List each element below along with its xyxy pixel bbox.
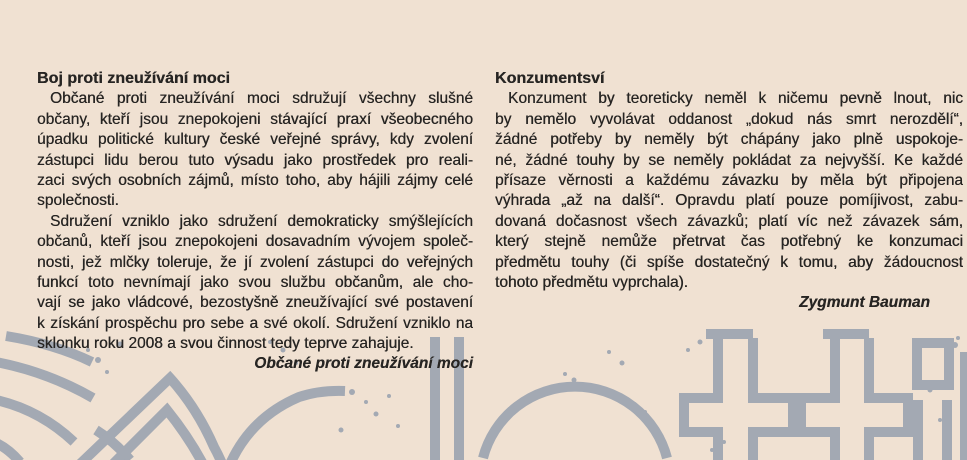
article-left-heading: Boj proti zneužívání moci [37,70,230,87]
text-line: přísaze věrnosti a každému závazku by měla být připojena [495,171,963,189]
text-line: nosti, jež mlčky toleruje, že jí zvolení zástupci do veřejných [37,253,473,271]
article-left [37,69,473,375]
text-line: funkcí toto nevnímají jako svou službu občanům, ale cho- [37,273,473,291]
watermark-letter-o [483,387,667,458]
text-line: tohoto předmětu vyprchala). [495,273,688,291]
paragraph [37,212,473,355]
paragraph [37,89,473,211]
watermark-chevron [80,378,223,460]
text-line: výhrada „až na další“. Opravdu platí pouze pomíjivost, zabu- [495,192,963,210]
text-line: zaci svých osobních zájmů, místo toho, aby hájili zájmy celé [37,171,473,189]
text-line: Sdružení vzniklo jako sdružení demokraticky smýšlejících [50,212,473,230]
article-right-signature: Zygmunt Bauman [799,294,930,312]
article-right-body [495,89,963,293]
text-line: vají se jako vládcové, bezostyšně zneužívající své postavení [37,294,473,312]
article-left-signature: Občané proti zneužívání moci [254,355,473,373]
text-line: dovaná dočasnost všech závazků; platí víc než závazek sám, [495,212,963,230]
article-right [495,69,963,314]
text-line: úpadku politické kultury české veřejné správy, kdy zvolení [37,131,473,149]
text-line: který stejně nemůže přetrvat čas potřebný ke konzumaci [495,233,963,251]
text-line: občany, kteří jsou znepokojeni stávající praxí všeobecného [37,110,473,128]
text-line: Občané proti zneužívání moci sdružují všechny slušné [50,90,473,108]
text-line: sklonku roku 2008 a svou činnost tedy teprve zahajuje. [37,335,414,353]
watermark-arc-c [231,391,345,460]
text-line: žádné potřeby by neměly být chápány jako plně uspokoje- [495,131,963,149]
text-line: né, žádné touhy by se neměly pokládat za nejvyšší. Ke každé [495,151,963,169]
text-line: k získání prospěchu pro sebe a své okolí. Sdružení vzniklo na [37,314,473,332]
text-line: zástupci lidu berou tuto výsadu jako prostředek pro reali- [37,151,473,169]
article-right-heading: Konzumentsví [495,70,605,87]
text-line: občanů, kteří jsou znepokojeni dosavadním vývojem společ- [37,233,473,251]
article-left-body [37,89,473,354]
watermark-letter-i [917,343,965,460]
text-line: společnosti. [37,192,119,210]
text-line: by nemělo vyvolávat oddanost „dokud nás smrt nerozdělí“, [495,110,963,128]
watermark-letter-t-second [801,334,908,460]
text-line: předmětu touhy (či spíše dostatečný k tomu, aby žádoucnost [495,253,963,271]
watermark-letter-t-first [684,334,793,460]
paragraph [495,89,963,293]
text-line: Konzument by teoreticky neměl k ničemu pevně lnout, nic [508,90,963,108]
